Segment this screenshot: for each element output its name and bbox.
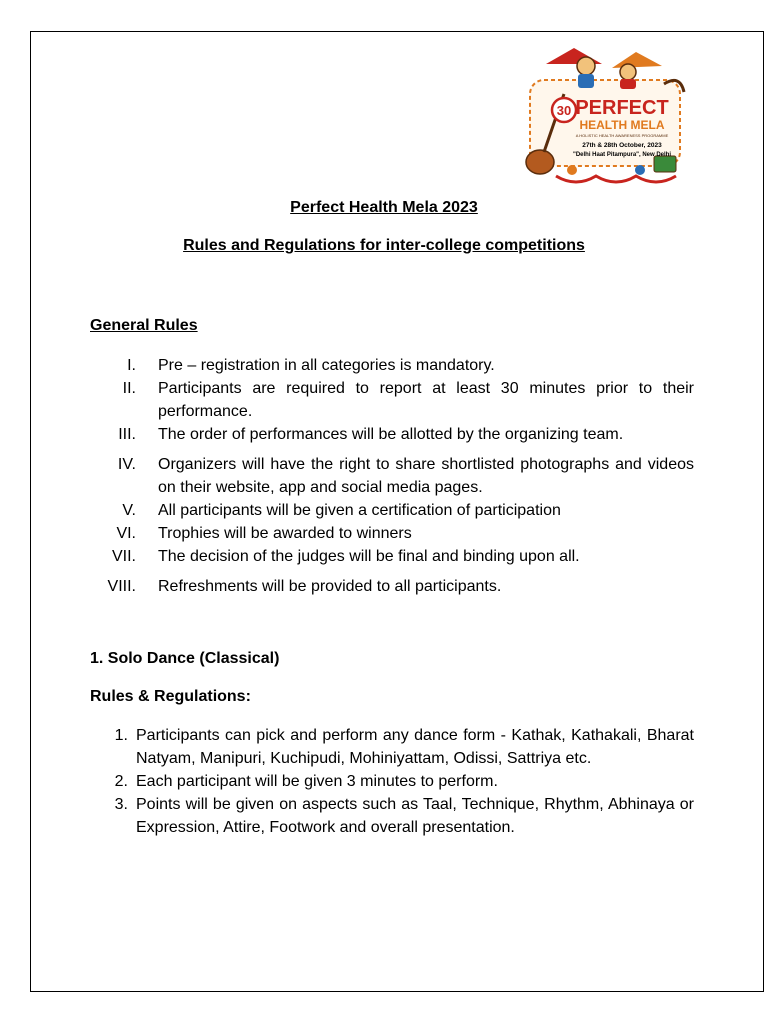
figure-head-icon bbox=[577, 57, 595, 75]
list-item: IV. Organizers will have the right to share shortlisted photographs and videos on their website, app and social media pages. bbox=[117, 456, 694, 496]
list-item: I. Pre – registration in all categories is mandatory. bbox=[127, 357, 495, 374]
drum-icon bbox=[654, 156, 676, 172]
perfect-health-mela-logo bbox=[516, 44, 694, 190]
brand-line-1: PERFECT bbox=[575, 97, 669, 119]
badge-number: 30 bbox=[556, 103, 572, 118]
list-item: 3. Points will be given on aspects such as Taal, Technique, Rhythm, Abhinaya or Expression, Attire, Footwork and overall presentation. bbox=[114, 796, 694, 836]
figure-body-icon bbox=[620, 79, 636, 89]
list-item: VII. The decision of the judges will be final and binding upon all. bbox=[111, 548, 580, 565]
list-item: II. Participants are required to report at least 30 minutes prior to their performance. bbox=[122, 380, 694, 420]
solo-dance-heading: 1. Solo Dance (Classical) bbox=[90, 650, 280, 667]
list-item: VI. Trophies will be awarded to winners bbox=[116, 525, 412, 542]
list-item: III. The order of performances will be allotted by the organizing team. bbox=[118, 426, 624, 443]
list-item: V. All participants will be given a certification of participation bbox=[122, 502, 561, 519]
rules-regulations-heading: Rules & Regulations: bbox=[90, 688, 251, 705]
list-item: VIII. Refreshments will be provided to all participants. bbox=[107, 578, 502, 595]
list-item: 1. Participants can pick and perform any dance form - Kathak, Kathakali, Bharat Natyam, Manipuri, Kuchipudi, Mohiniyattam, Odissi, Sattriya etc. bbox=[114, 727, 694, 767]
sitar-icon bbox=[526, 150, 554, 174]
figure-head-icon bbox=[620, 64, 636, 80]
solo-dance-rules-list bbox=[110, 724, 694, 839]
brand-line-2: HEALTH MELA bbox=[579, 118, 665, 132]
brand-tagline: A HOLISTIC HEALTH AWARENESS PROGRAMME bbox=[575, 133, 669, 138]
event-date: 27th & 28th October, 2023 bbox=[582, 142, 662, 149]
general-rules-list bbox=[90, 354, 694, 598]
figure-body-icon bbox=[578, 74, 594, 88]
general-rules-heading: General Rules bbox=[90, 317, 198, 334]
list-item: 2. Each participant will be given 3 minutes to perform. bbox=[114, 773, 498, 790]
wave-decoration bbox=[556, 176, 676, 182]
event-venue: "Delhi Haat Pitampura", New Delhi bbox=[572, 152, 672, 158]
document-title: Perfect Health Mela 2023 bbox=[290, 199, 478, 216]
flower-icon bbox=[635, 165, 645, 175]
document-subtitle: Rules and Regulations for inter-college competitions bbox=[183, 237, 585, 254]
flower-icon bbox=[567, 165, 577, 175]
umbrella-shape-right bbox=[612, 52, 662, 68]
